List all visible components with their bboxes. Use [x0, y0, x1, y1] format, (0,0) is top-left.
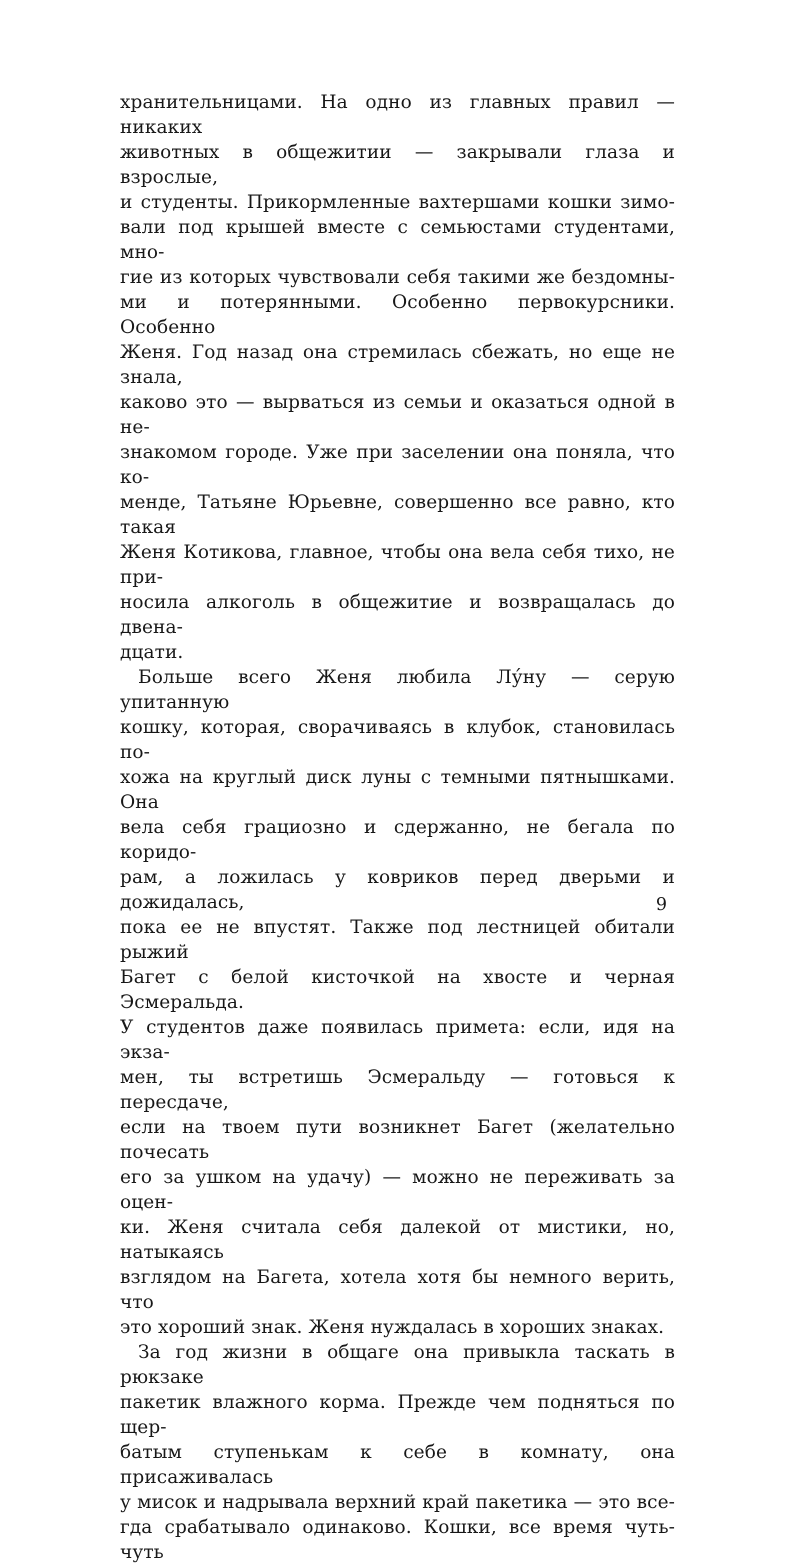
text-line: носила алкоголь в общежитие и возвращалась до двена- [120, 592, 675, 638]
text-line: менде, Татьяне Юрьевне, совершенно все равно, кто такая [120, 492, 675, 538]
paragraph [120, 90, 675, 665]
text-block [120, 90, 675, 1565]
text-line: Багет с белой кисточкой на хвосте и черная Эсмеральда. [120, 967, 675, 1013]
text-line: За год жизни в общаге она привыкла таскать в рюкзаке [120, 1342, 675, 1388]
text-line: ми и потерянными. Особенно первокурсники. Особенно [120, 292, 675, 338]
paragraph [120, 1340, 675, 1565]
text-line: взглядом на Багета, хотела хотя бы немного верить, что [120, 1267, 675, 1313]
text-line: У студентов даже появилась примета: если, идя на экза- [120, 1017, 675, 1063]
text-line: пакетик влажного корма. Прежде чем подняться по щер- [120, 1392, 675, 1438]
text-line: Женя. Год назад она стремилась сбежать, но еще не знала, [120, 342, 675, 388]
text-line: гие из которых чувствовали себя такими же бездомны- [120, 267, 675, 288]
text-line: его за ушком на удачу) — можно не переживать за оцен- [120, 1167, 675, 1213]
text-line: пока ее не впустят. Также под лестницей обитали рыжий [120, 917, 675, 963]
text-line: мен, ты встретишь Эсмеральду — готовься к пересдаче, [120, 1067, 675, 1113]
text-line: Женя Котикова, главное, чтобы она вела себя тихо, не при- [120, 542, 675, 588]
text-line: хожа на круглый диск луны с темными пятнышками. Она [120, 767, 675, 813]
text-line: гда срабатывало одинаково. Кошки, все время чуть-чуть [120, 1517, 675, 1563]
text-line: кошку, которая, сворачиваясь в клубок, становилась по- [120, 717, 675, 763]
text-line: хранительницами. На одно из главных правил — никаких [120, 92, 675, 138]
text-line: если на твоем пути возникнет Багет (желательно почесать [120, 1117, 675, 1163]
page-number: 9 [655, 895, 667, 915]
text-line: дцати. [120, 642, 184, 663]
text-line: у мисок и надрывала верхний край пакетика — это все- [120, 1492, 675, 1513]
text-line: Больше всего Женя любила Лу́ну — серую упитанную [120, 667, 675, 713]
text-line: и студенты. Прикормленные вахтершами кошки зимо- [120, 192, 675, 213]
text-line: это хороший знак. Женя нуждалась в хороших знаках. [120, 1317, 665, 1338]
text-line: вали под крышей вместе с семьюстами студентами, мно- [120, 217, 675, 263]
text-line: вела себя грациозно и сдержанно, не бегала по коридо- [120, 817, 675, 863]
text-line: каково это — вырваться из семьи и оказаться одной в не- [120, 392, 675, 438]
text-line: знакомом городе. Уже при заселении она поняла, что ко- [120, 442, 675, 488]
text-line: животных в общежитии — закрывали глаза и взрослые, [120, 142, 675, 188]
text-line: батым ступенькам к себе в комнату, она присаживалась [120, 1442, 675, 1488]
text-line: рам, а ложилась у ковриков перед дверьми и дожидалась, [120, 867, 675, 913]
paragraph [120, 665, 675, 1340]
text-line: ки. Женя считала себя далекой от мистики, но, натыкаясь [120, 1217, 675, 1263]
